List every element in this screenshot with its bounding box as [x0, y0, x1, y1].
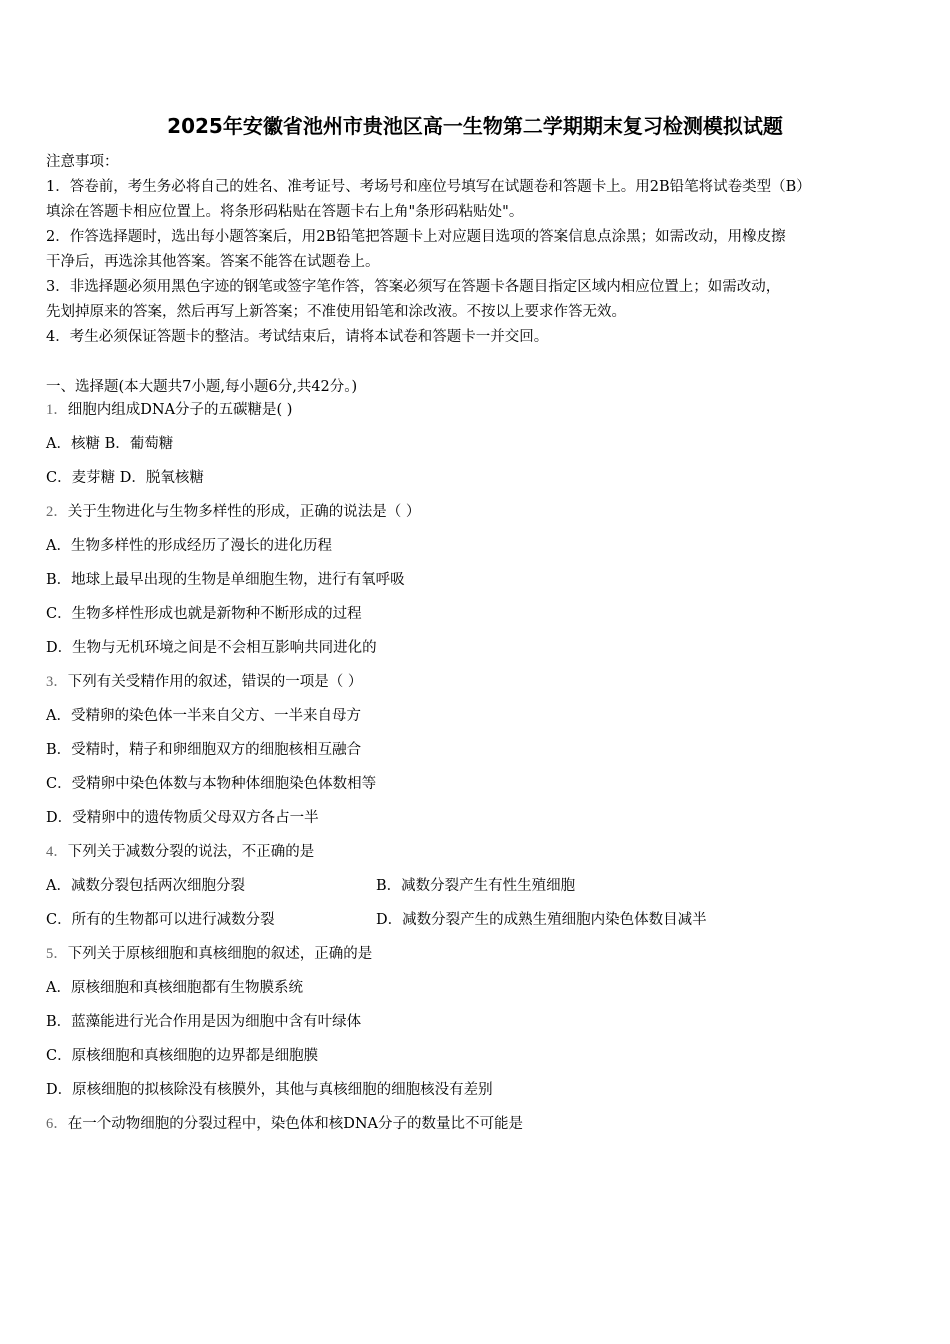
- option-a: A．减数分裂包括两次细胞分裂: [46, 878, 245, 894]
- question-stem: 下列有关受精作用的叙述，错误的一项是（ ）: [67, 674, 363, 690]
- notice-line: 1．答卷前，考生务必将自己的姓名、准考证号、考场号和座位号填写在试题卷和答题卡上。用2B铅笔将试卷类型（B）: [46, 179, 811, 195]
- option-d: D．原核细胞的拟核除没有核膜外，其他与真核细胞的细胞核没有差别: [46, 1082, 493, 1098]
- question-2: [46, 502, 420, 522]
- notice-line: 先划掉原来的答案，然后再写上新答案；不准使用铅笔和涂改液。不按以上要求作答无效。: [46, 304, 626, 320]
- question-number: 6．: [46, 1116, 68, 1132]
- option-d: D．生物与无机环境之间是不会相互影响共同进化的: [46, 640, 377, 656]
- option-c: C．所有的生物都可以进行减数分裂: [46, 912, 275, 928]
- option-a: A．生物多样性的形成经历了漫长的进化历程: [46, 538, 332, 554]
- question-number: 3．: [46, 674, 68, 690]
- option-line: C．麦芽糖 D．脱氧核糖: [46, 470, 204, 486]
- option-b: B．地球上最早出现的生物是单细胞生物，进行有氧呼吸: [46, 572, 405, 588]
- question-stem: 细胞内组成DNA分子的五碳糖是( ): [67, 402, 293, 418]
- question-6: [46, 1114, 523, 1134]
- question-5: [46, 944, 372, 964]
- question-3: [46, 672, 362, 692]
- notice-heading: 注意事项：: [46, 154, 119, 170]
- page-title: 2025年安徽省池州市贵池区高一生物第二学期期末复习检测模拟试题: [167, 114, 783, 138]
- notice-line: 4．考生必须保证答题卡的整洁。考试结束后，请将本试卷和答题卡一并交回。: [46, 329, 549, 345]
- option-c: C．受精卵中染色体数与本物种体细胞染色体数相等: [46, 776, 377, 792]
- option-c: C．原核细胞和真核细胞的边界都是细胞膜: [46, 1048, 319, 1064]
- option-b: B．蓝藻能进行光合作用是因为细胞中含有叶绿体: [46, 1014, 362, 1030]
- notice-line: 2．作答选择题时，选出每小题答案后，用2B铅笔把答题卡上对应题目选项的答案信息点涂黑；如需改动，用橡皮擦: [46, 229, 786, 245]
- option-c: C．生物多样性形成也就是新物种不断形成的过程: [46, 606, 362, 622]
- question-number: 1．: [46, 402, 68, 418]
- notice-line: 3．非选择题必须用黑色字迹的钢笔或签字笔作答，答案必须写在答题卡各题目指定区域内相应位置上；如需改动，: [46, 279, 781, 295]
- option-a: A．原核细胞和真核细胞都有生物膜系统: [46, 980, 303, 996]
- option-d: D．受精卵中的遗传物质父母双方各占一半: [46, 810, 319, 826]
- question-stem: 下列关于原核细胞和真核细胞的叙述，正确的是: [67, 946, 373, 962]
- option-b: B．受精时，精子和卵细胞双方的细胞核相互融合: [46, 742, 362, 758]
- option-b: B．减数分裂产生有性生殖细胞: [376, 878, 576, 894]
- question-number: 5．: [46, 946, 68, 962]
- option-line: A．核糖 B．葡萄糖: [46, 436, 174, 452]
- section-heading: 一、选择题(本大题共7小题,每小题6分,共42分。): [46, 379, 358, 395]
- option-d: D．减数分裂产生的成熟生殖细胞内染色体数目减半: [376, 912, 707, 928]
- question-stem: 下列关于减数分裂的说法，不正确的是: [67, 844, 315, 860]
- question-1: [46, 400, 292, 420]
- option-a: A．受精卵的染色体一半来自父方、一半来自母方: [46, 708, 361, 724]
- question-stem: 在一个动物细胞的分裂过程中，染色体和核DNA分子的数量比不可能是: [67, 1116, 524, 1132]
- question-number: 2．: [46, 504, 68, 520]
- notice-line: 干净后，再选涂其他答案。答案不能答在试题卷上。: [46, 254, 380, 270]
- question-stem: 关于生物进化与生物多样性的形成，正确的说法是（ ）: [67, 504, 421, 520]
- question-number: 4．: [46, 844, 68, 860]
- notice-line: 填涂在答题卡相应位置上。将条形码粘贴在答题卡右上角"条形码粘贴处"。: [46, 204, 524, 220]
- question-4: [46, 842, 314, 862]
